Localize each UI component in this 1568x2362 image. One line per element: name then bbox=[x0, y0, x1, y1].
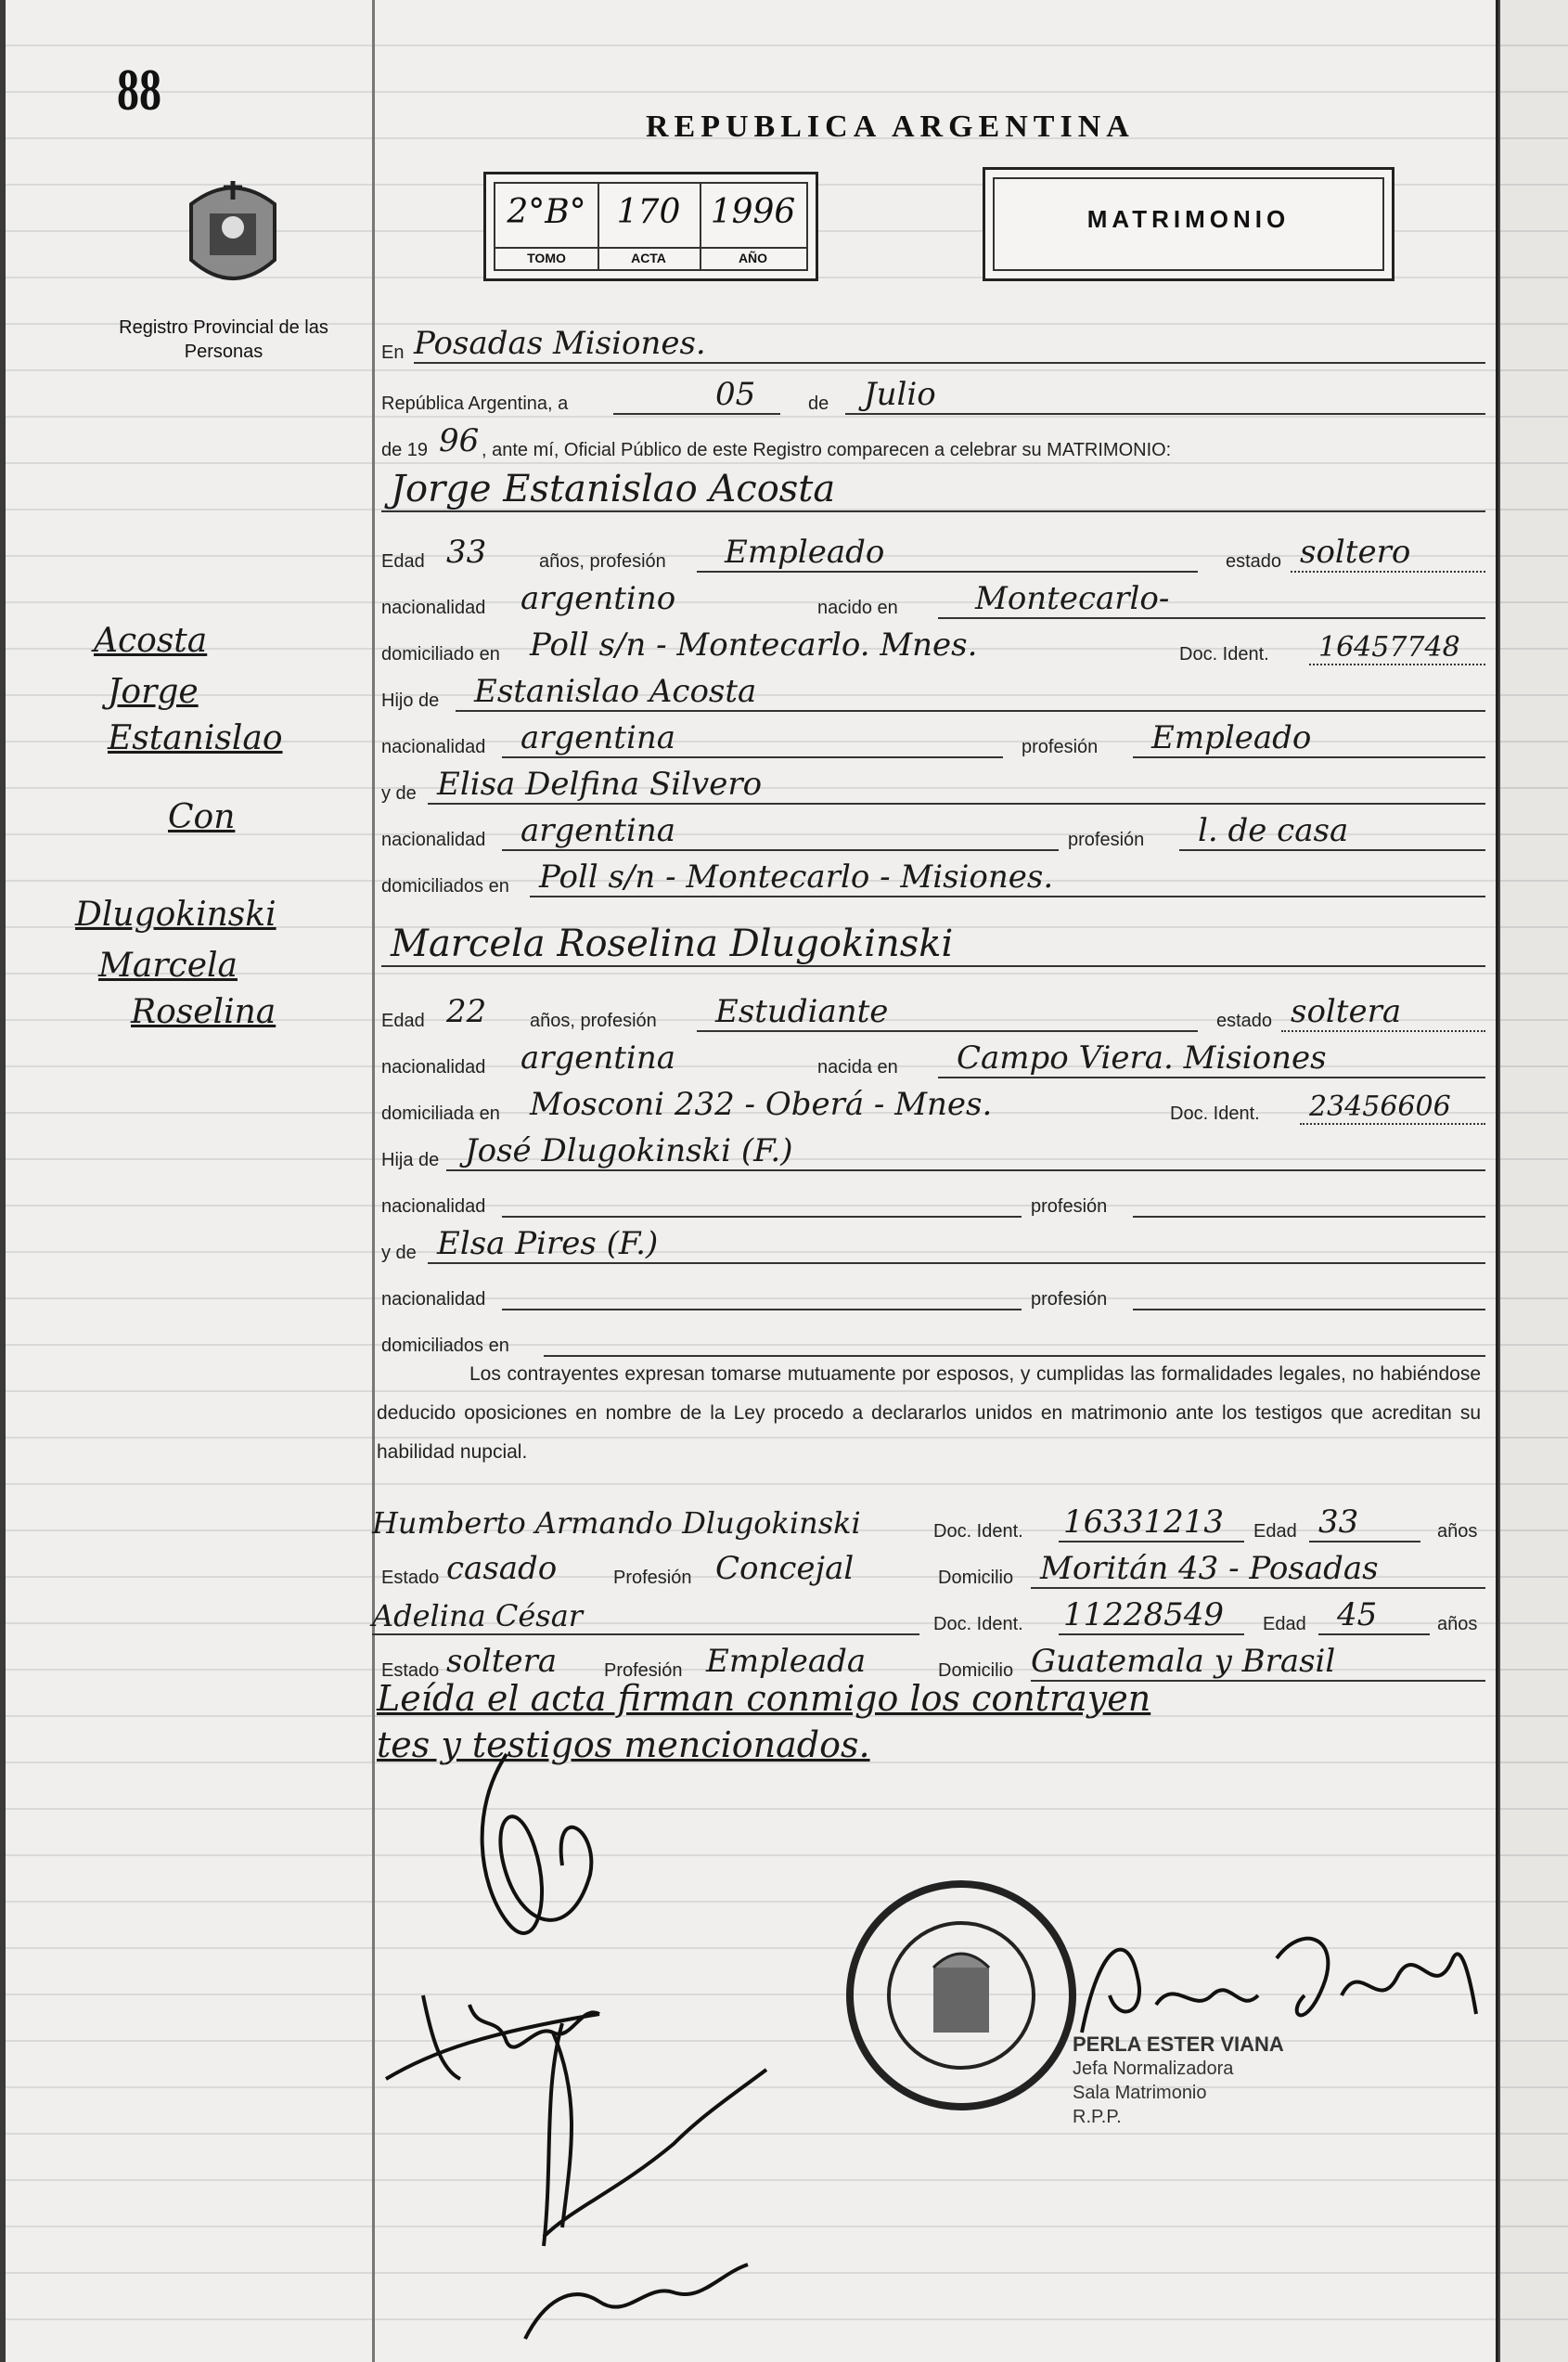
mother-nat-label: nacionalidad bbox=[381, 830, 486, 850]
groom-father-profession: Empleado bbox=[1151, 719, 1312, 756]
groom-profession: Empleado bbox=[725, 534, 885, 571]
officer-org: R.P.P. bbox=[1073, 2107, 1122, 2127]
profession-label: años, profesión bbox=[539, 551, 666, 572]
record-reference-box bbox=[483, 172, 818, 281]
tomo-cell bbox=[495, 184, 599, 269]
domicile-label: domiciliado en bbox=[381, 644, 500, 665]
officer-block bbox=[1073, 2033, 1284, 2129]
en-label: En bbox=[381, 342, 405, 363]
bride-profession: Estudiante bbox=[715, 993, 889, 1030]
officer-title: Jefa Normalizadora bbox=[1073, 2059, 1234, 2079]
prof-label: Profesión bbox=[613, 1568, 692, 1588]
acta-value: 170 bbox=[616, 193, 681, 231]
doc-label: Doc. Ident. bbox=[1179, 644, 1269, 665]
groom-mother: Elisa Delfina Silvero bbox=[437, 766, 763, 803]
status-label: Estado bbox=[381, 1568, 440, 1588]
mother-nat-label: nacionalidad bbox=[381, 1289, 486, 1310]
born-label: nacido en bbox=[817, 598, 898, 618]
status-label: estado bbox=[1216, 1011, 1273, 1031]
witness2-doc: 11228549 bbox=[1063, 1596, 1225, 1633]
coat-of-arms-icon bbox=[182, 176, 284, 297]
groom-mother-nationality: argentina bbox=[521, 812, 676, 849]
bride-father: José Dlugokinski (F.) bbox=[465, 1132, 793, 1169]
witness2-details-line bbox=[381, 1624, 1485, 1685]
groom-age: 33 bbox=[446, 534, 487, 571]
closing-line-1: Leída el acta firman conmigo los contrayen bbox=[377, 1678, 1151, 1719]
ano-value: 1996 bbox=[710, 193, 796, 231]
witness2-age: 45 bbox=[1337, 1596, 1378, 1633]
acta-cell bbox=[598, 184, 701, 269]
bride-age: 22 bbox=[446, 993, 487, 1030]
margin-con: Con bbox=[168, 798, 236, 836]
closing-line-2: tes y testigos mencionados. bbox=[377, 1724, 870, 1765]
intro-text: , ante mí, Oficial Público de este Registro comparecen a celebrar su MATRIMONIO: bbox=[482, 440, 1172, 460]
age-label: Edad bbox=[381, 551, 425, 572]
mother-prof-label: profesión bbox=[1068, 830, 1145, 850]
margin-groom-surname: Acosta bbox=[94, 622, 208, 660]
witness2-profession: Empleada bbox=[706, 1643, 867, 1680]
witness2-status: soltera bbox=[446, 1643, 558, 1680]
doc-label: Doc. Ident. bbox=[933, 1614, 1023, 1634]
declaration-text: Los contrayentes expresan tomarse mutuamente por esposos, y cumplidas las formalidades legales, no habiéndose deducido oposiciones en nombre de la Ley procedo a declararlos unidos en matrimonio ante los testigos que acreditan su habilidad nupcial. bbox=[377, 1363, 1481, 1463]
groom-father-nationality: argentina bbox=[521, 719, 676, 756]
witness2-domicile: Guatemala y Brasil bbox=[1031, 1643, 1336, 1680]
facing-page-edge bbox=[1498, 0, 1568, 2362]
born-label: nacida en bbox=[817, 1057, 898, 1078]
groom-mother-profession: l. de casa bbox=[1198, 812, 1349, 849]
bride-parents-domicile-line bbox=[381, 1299, 1485, 1361]
day-value: 05 bbox=[715, 376, 756, 413]
father-nat-label: nacionalidad bbox=[381, 1196, 486, 1217]
year-value: 96 bbox=[439, 422, 480, 459]
country-title: REPUBLICA ARGENTINA bbox=[646, 110, 1135, 144]
folio-number: 88 bbox=[117, 57, 161, 123]
witness1-domicile: Moritán 43 - Posadas bbox=[1040, 1550, 1379, 1587]
officiant-signature-icon bbox=[451, 1736, 636, 1977]
official-seal-icon bbox=[841, 1875, 1082, 2116]
bride-mother: Elsa Pires (F.) bbox=[437, 1225, 659, 1262]
margin-rule bbox=[372, 0, 375, 2362]
groom-parents-domicile: Poll s/n - Montecarlo - Misiones. bbox=[539, 858, 1054, 896]
and-label: y de bbox=[381, 1243, 417, 1263]
profession-label: años, profesión bbox=[530, 1011, 657, 1031]
years-label: años bbox=[1437, 1614, 1478, 1634]
register-page bbox=[6, 0, 1498, 2362]
nationality-label: nacionalidad bbox=[381, 598, 486, 618]
father-nat-label: nacionalidad bbox=[381, 737, 486, 757]
bride-name: Marcela Roselina Dlugokinski bbox=[391, 923, 954, 965]
republica-label: República Argentina, a bbox=[381, 394, 569, 414]
margin-groom-given1: Jorge bbox=[108, 673, 199, 711]
margin-bride-given1: Marcela bbox=[98, 947, 238, 985]
father-prof-label: profesión bbox=[1022, 737, 1099, 757]
acta-label: ACTA bbox=[598, 247, 700, 265]
age-label: Edad bbox=[1263, 1614, 1306, 1634]
witness1-status: casado bbox=[446, 1550, 558, 1587]
record-type-box bbox=[983, 167, 1394, 281]
ano-cell bbox=[700, 184, 806, 269]
witness1-profession: Concejal bbox=[715, 1550, 855, 1587]
and-label: y de bbox=[381, 783, 417, 804]
parent-label: Hija de bbox=[381, 1150, 440, 1170]
officer-dept: Sala Matrimonio bbox=[1073, 2083, 1207, 2103]
contrayente-signature-icon bbox=[488, 2005, 785, 2357]
parent-label: Hijo de bbox=[381, 691, 440, 711]
bride-nationality: argentina bbox=[521, 1039, 676, 1077]
registry-name: Registro Provincial de las Personas bbox=[119, 317, 328, 362]
registrar-signature-icon bbox=[1063, 1903, 1481, 2051]
groom-born: Montecarlo- bbox=[975, 580, 1170, 617]
bride-name-rule bbox=[381, 965, 1485, 967]
groom-name-line bbox=[381, 455, 1485, 516]
doc-label: Doc. Ident. bbox=[933, 1521, 1023, 1542]
bride-born: Campo Viera. Misiones bbox=[957, 1039, 1327, 1077]
groom-status: soltero bbox=[1300, 534, 1411, 571]
dom-label: Domicilio bbox=[938, 1660, 1014, 1681]
witness1-age: 33 bbox=[1318, 1504, 1359, 1541]
groom-domicile: Poll s/n - Montecarlo. Mnes. bbox=[530, 626, 978, 664]
year-prefix: de 19 bbox=[381, 440, 429, 460]
bride-status: soltera bbox=[1291, 993, 1402, 1030]
groom-name: Jorge Estanislao Acosta bbox=[391, 468, 836, 510]
groom-father: Estanislao Acosta bbox=[474, 673, 757, 710]
mother-prof-label: profesión bbox=[1031, 1289, 1108, 1310]
age-label: Edad bbox=[381, 1011, 425, 1031]
bride-domicile: Mosconi 232 - Oberá - Mnes. bbox=[530, 1086, 993, 1123]
status-label: estado bbox=[1226, 551, 1282, 572]
witness1-doc: 16331213 bbox=[1063, 1504, 1225, 1541]
bride-doc: 23456606 bbox=[1309, 1091, 1451, 1123]
status-label: Estado bbox=[381, 1660, 440, 1681]
bride-name-line bbox=[381, 910, 1485, 971]
tomo-label: TOMO bbox=[495, 247, 598, 265]
margin-bride-surname: Dlugokinski bbox=[75, 896, 276, 934]
years-label: años bbox=[1437, 1521, 1478, 1542]
prof-label: Profesión bbox=[604, 1660, 683, 1681]
groom-name-rule bbox=[381, 510, 1485, 512]
month-value: Julio bbox=[864, 376, 936, 413]
de-label: de bbox=[808, 394, 829, 414]
place-value: Posadas Misiones. bbox=[414, 325, 706, 362]
ano-label: AÑO bbox=[700, 247, 806, 265]
witness2-name: Adelina César bbox=[372, 1598, 584, 1633]
groom-parents-domicile-rule bbox=[530, 896, 1485, 897]
margin-groom-given2: Estanislao bbox=[108, 719, 283, 757]
doc-label: Doc. Ident. bbox=[1170, 1104, 1260, 1124]
groom-doc: 16457748 bbox=[1318, 631, 1460, 664]
age-label: Edad bbox=[1253, 1521, 1297, 1542]
parents-domicile-label: domiciliados en bbox=[381, 1336, 509, 1356]
groom-nationality: argentino bbox=[521, 580, 676, 617]
officer-name: PERLA ESTER VIANA bbox=[1073, 2033, 1284, 2056]
margin-bride-given2: Roselina bbox=[131, 993, 276, 1031]
parents-domicile-label: domiciliados en bbox=[381, 876, 509, 897]
witness1-name: Humberto Armando Dlugokinski bbox=[372, 1505, 861, 1541]
dom-label: Domicilio bbox=[938, 1568, 1014, 1588]
record-type-title: MATRIMONIO bbox=[1086, 205, 1291, 233]
groom-parents-domicile-line bbox=[381, 840, 1485, 901]
father-prof-label: profesión bbox=[1031, 1196, 1108, 1217]
tomo-value: 2°B° bbox=[507, 193, 586, 231]
nationality-label: nacionalidad bbox=[381, 1057, 486, 1078]
domicile-label: domiciliada en bbox=[381, 1104, 500, 1124]
